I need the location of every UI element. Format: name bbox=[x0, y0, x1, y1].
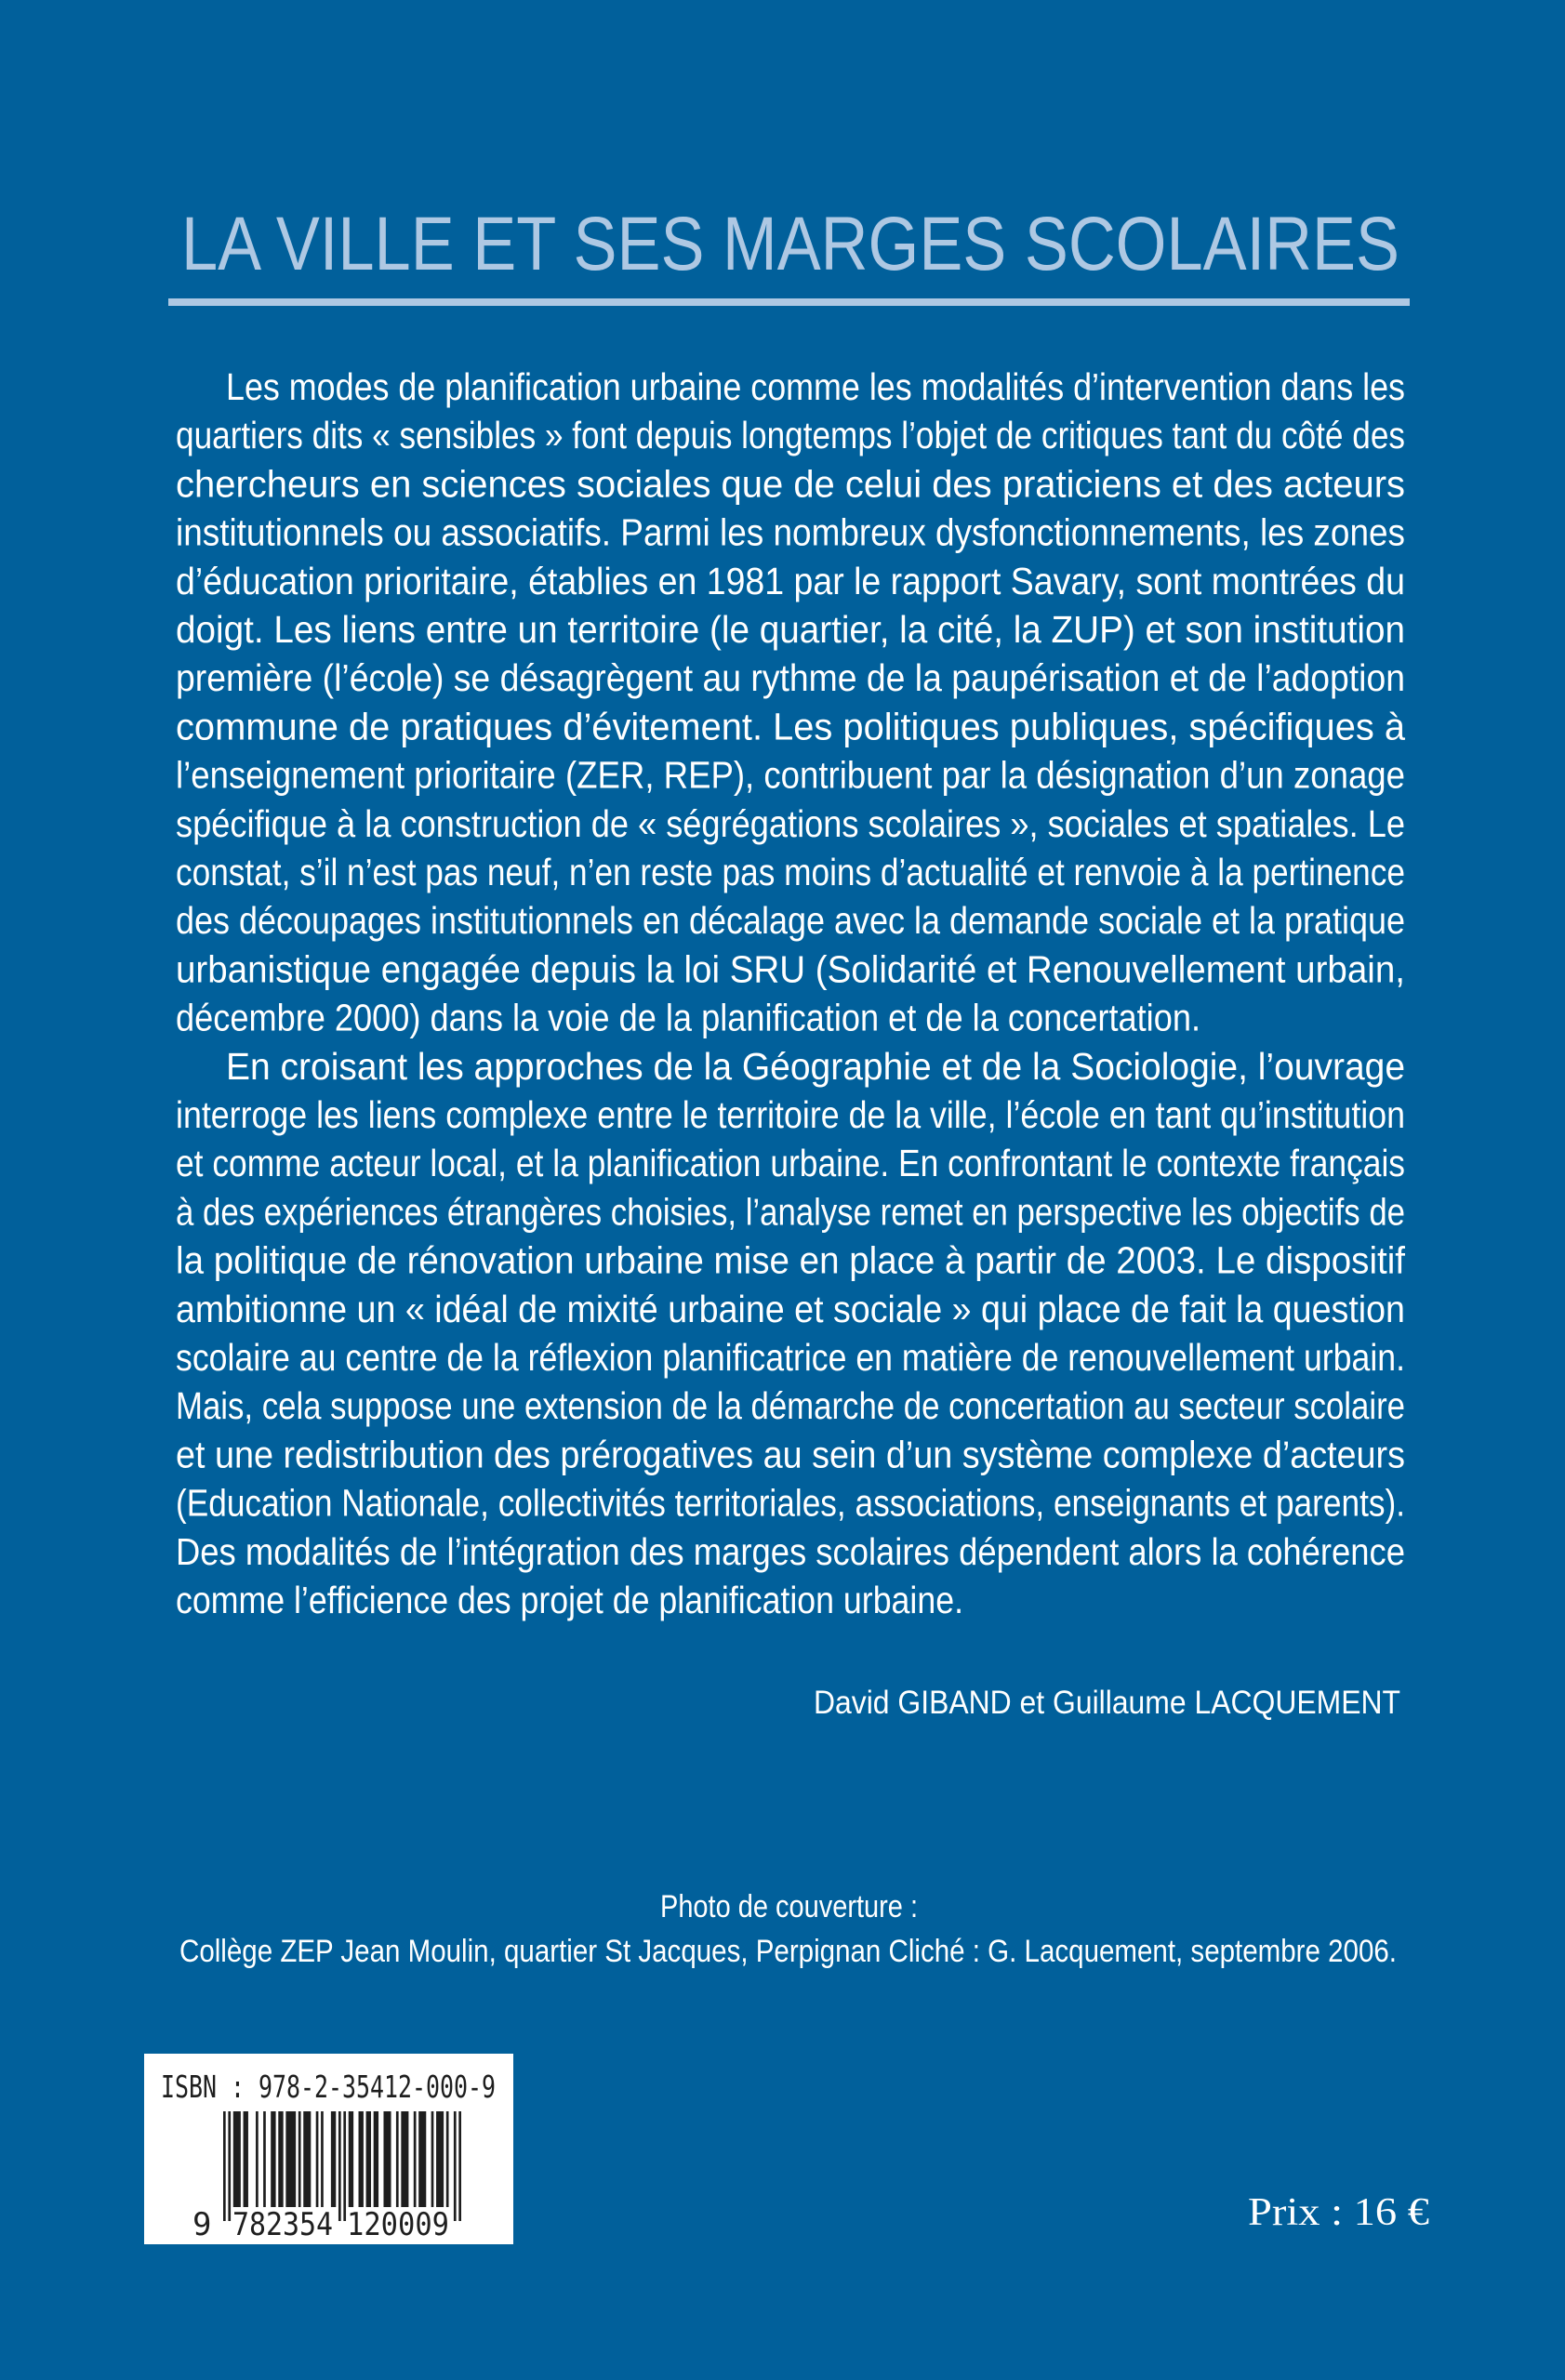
barcode-bar bbox=[349, 2111, 353, 2207]
body-line: doigt. Les liens entre un territoire (le quartier, la cité, la ZUP) et son institution bbox=[176, 608, 1405, 651]
barcode-guard-bar bbox=[458, 2111, 461, 2221]
barcode-guard-bar bbox=[223, 2111, 226, 2221]
barcode-guard-bar bbox=[343, 2111, 346, 2221]
barcode-bar bbox=[244, 2111, 248, 2207]
barcode-bar bbox=[401, 2111, 408, 2207]
body-line: En croisant les approches de la Géographie et de la Sociologie, l’ouvrage bbox=[226, 1044, 1405, 1088]
body-line: institutionnels ou associatifs. Parmi les nombreux dysfonctionnements, les zones bbox=[176, 510, 1405, 554]
barcode-bar bbox=[446, 2111, 449, 2207]
barcode-guard-bar bbox=[228, 2111, 231, 2221]
authors-signature: David GIBAND et Guillaume LACQUEMENT bbox=[814, 1685, 1400, 1721]
body-line: Les modes de planification urbaine comme les modalités d’intervention dans les bbox=[226, 365, 1405, 408]
barcode-bar bbox=[278, 2111, 283, 2207]
barcode-bar bbox=[316, 2111, 319, 2207]
barcode-bar bbox=[256, 2111, 259, 2207]
body-line: à des expériences étrangères choisies, l’analyse remet en perspective les objectifs de bbox=[176, 1190, 1405, 1234]
body-line: quartiers dits « sensibles » font depuis longtemps l’objet de critiques tant du côté des bbox=[176, 414, 1405, 457]
barcode-bar bbox=[431, 2111, 434, 2207]
body-line: ambitionne un « idéal de mixité urbaine et sociale » qui place de fait la question bbox=[176, 1287, 1405, 1330]
barcode-bar bbox=[383, 2111, 391, 2207]
barcode-bar bbox=[366, 2111, 371, 2207]
barcode-digits-left: 782354 bbox=[232, 2206, 333, 2243]
body-line-last: décembre 2000) dans la voie de la planification et de la concertation. bbox=[176, 996, 1200, 1039]
body-line: la politique de rénovation urbaine mise en place à partir de 2003. Le dispositif bbox=[176, 1238, 1406, 1282]
body-line: Des modalités de l’intégration des marges scolaires dépendent alors la cohérence bbox=[176, 1529, 1405, 1573]
barcode-bar bbox=[321, 2111, 324, 2207]
body-line: d’éducation prioritaire, établies en 1981 par le rapport Savary, sont montrées du bbox=[176, 559, 1405, 602]
barcode-bar bbox=[418, 2111, 426, 2207]
body-line: commune de pratiques d’évitement. Les politiques publiques, spécifiques à bbox=[176, 705, 1406, 748]
body-line: constat, s’il n’est pas neuf, n’en reste pas moins d’actualité et renvoie à la pertinence bbox=[176, 851, 1405, 893]
body-line: et comme acteur local, et la planification urbaine. En confrontant le contexte français bbox=[176, 1142, 1405, 1185]
body-line: des découpages institutionnels en décalage avec la demande sociale et la pratique bbox=[176, 899, 1405, 943]
barcode-bar bbox=[303, 2111, 311, 2207]
barcode-guard-bar bbox=[338, 2111, 341, 2221]
title-underline bbox=[168, 298, 1410, 306]
body-line: urbanistique engagée depuis la loi SRU (Solidarité et Renouvellement urbain, bbox=[176, 947, 1405, 991]
barcode-guard-bar bbox=[454, 2111, 457, 2221]
book-title: LA VILLE ET SES MARGES SCOLAIRES bbox=[181, 202, 1399, 286]
barcode-bar bbox=[414, 2111, 417, 2207]
body-line-last: comme l’efficience des projet de planification urbaine. bbox=[176, 1579, 963, 1621]
barcode-bar bbox=[374, 2111, 378, 2207]
photo-credit-text: Collège ZEP Jean Moulin, quartier St Jacques, Perpignan Cliché : G. Lacquement, septembre 2006. bbox=[179, 1934, 1397, 1969]
barcode-bar bbox=[396, 2111, 399, 2207]
barcode-bar bbox=[331, 2111, 336, 2207]
body-line: Mais, cela suppose une extension de la démarche de concertation au secteur scolaire bbox=[176, 1384, 1405, 1428]
body-line: (Education Nationale, collectivités territoriales, associations, enseignants et parents). bbox=[176, 1481, 1405, 1525]
barcode-bar bbox=[298, 2111, 301, 2207]
barcode-bar bbox=[436, 2111, 444, 2207]
body-line: chercheurs en sciences sociales que de celui des praticiens et des acteurs bbox=[176, 462, 1405, 506]
body-line: et une redistribution des prérogatives au sein d’un système complexe d’acteurs bbox=[176, 1433, 1405, 1476]
isbn-barcode-label bbox=[144, 2054, 513, 2244]
barcode-bar bbox=[233, 2111, 241, 2207]
price: Prix : 16 € bbox=[1248, 2191, 1429, 2234]
body-line: interroge les liens complexe entre le territoire de la ville, l’école en tant qu’institution bbox=[176, 1093, 1405, 1136]
body-line: spécifique à la construction de « ségrégations scolaires », sociales et spatiales. Le bbox=[176, 801, 1405, 845]
photo-credit-label: Photo de couverture : bbox=[660, 1889, 918, 1924]
body-line: première (l’école) se désagrègent au rythme de la paupérisation et de l’adoption bbox=[176, 656, 1405, 700]
body-line: scolaire au centre de la réflexion planificatrice en matière de renouvellement urbain. bbox=[176, 1336, 1405, 1379]
barcode-bar bbox=[263, 2111, 266, 2207]
body-line: l’enseignement prioritaire (ZER, REP), contribuent par la désignation d’un zonage bbox=[176, 753, 1405, 797]
barcode-digits-right: 120009 bbox=[347, 2206, 449, 2243]
barcode-digit-first: 9 bbox=[192, 2206, 212, 2243]
isbn-number: ISBN : 978-2-35412-000-9 bbox=[161, 2069, 496, 2105]
barcode-bar bbox=[285, 2111, 296, 2207]
barcode-bar bbox=[359, 2111, 364, 2207]
barcode-bar bbox=[271, 2111, 275, 2207]
